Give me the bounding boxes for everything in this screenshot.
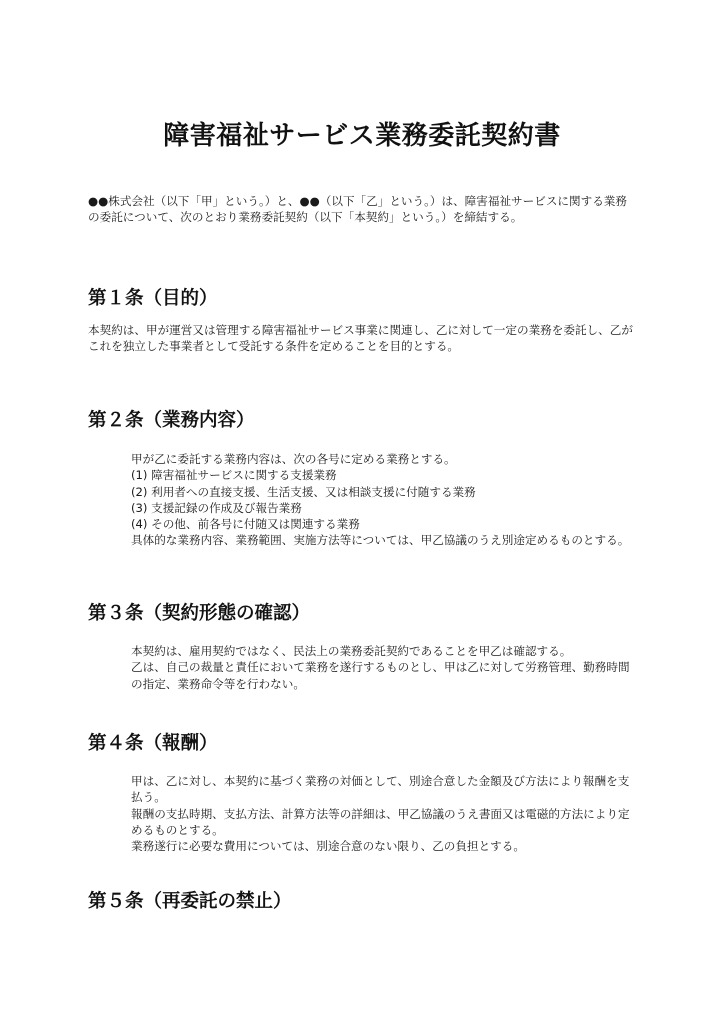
article-3-body	[131, 643, 636, 692]
article-2-line-1: 甲が乙に委託する業務内容は、次の各号に定める業務とする。	[131, 452, 456, 466]
article-2-item-4: (4) その他、前各号に付随又は関連する業務	[131, 517, 360, 532]
article-4-line-1: 甲は、乙に対し、本契約に基づく業務の対価として、別途合意した金額及び方法により報酬を支払う。	[131, 774, 630, 805]
article-3-line-2: 乙は、自己の裁量と責任において業務を遂行するものとし、甲は乙に対して労務管理、勤務時間の指定、業務命令等を行わない。	[131, 660, 630, 691]
article-2-body	[131, 451, 636, 549]
article-2-line-2: 具体的な業務内容、業務範囲、実施方法等については、甲乙協議のうえ別途定めるものとする。	[131, 533, 630, 548]
article-3-heading: 第３条（契約形態の確認）	[88, 603, 311, 624]
article-3-line-1: 本契約は、雇用契約ではなく、民法上の業務委託契約であることを甲乙は確認する。	[131, 644, 572, 658]
article-4-line-2: 報酬の支払時期、支払方法、計算方法等の詳細は、甲乙協議のうえ書面又は電磁的方法により定めるものとする。	[131, 806, 630, 837]
article-4-heading: 第４条（報酬）	[88, 733, 218, 754]
intro-paragraph	[88, 193, 636, 226]
article-2-item-3: (3) 支援記録の作成及び報告業務	[131, 500, 302, 515]
document-title: 障害福祉サービス業務委託契約書	[163, 121, 561, 151]
article-4-line-3: 業務遂行に必要な費用については、別途合意のない限り、乙の負担とする。	[131, 839, 525, 854]
article-4-body	[131, 773, 636, 854]
article-2-item-1: (1) 障害福祉サービスに関する支援業務	[131, 468, 337, 483]
article-1-heading: 第１条（目的）	[88, 288, 218, 309]
article-2-heading: 第２条（業務内容）	[88, 410, 255, 431]
article-1-line-1: 本契約は、甲が運営又は管理する障害福祉サービス事業に関連し、乙に対して一定の業務を委託し、乙がこれを独立した事業者として受託する条件を定めることを目的とする。	[88, 323, 633, 354]
article-5-heading: 第５条（再委託の禁止）	[88, 891, 292, 912]
article-1-body	[88, 322, 636, 355]
intro-text: ●●株式会社（以下「甲」という。）と、●●（以下「乙」という。）は、障害福祉サービスに関する業務の委託について、次のとおり業務委託契約（以下「本契約」という。）を締結する。	[88, 194, 627, 225]
article-2-item-2: (2) 利用者への直接支援、生活支援、又は相談支援に付随する業務	[131, 484, 476, 499]
